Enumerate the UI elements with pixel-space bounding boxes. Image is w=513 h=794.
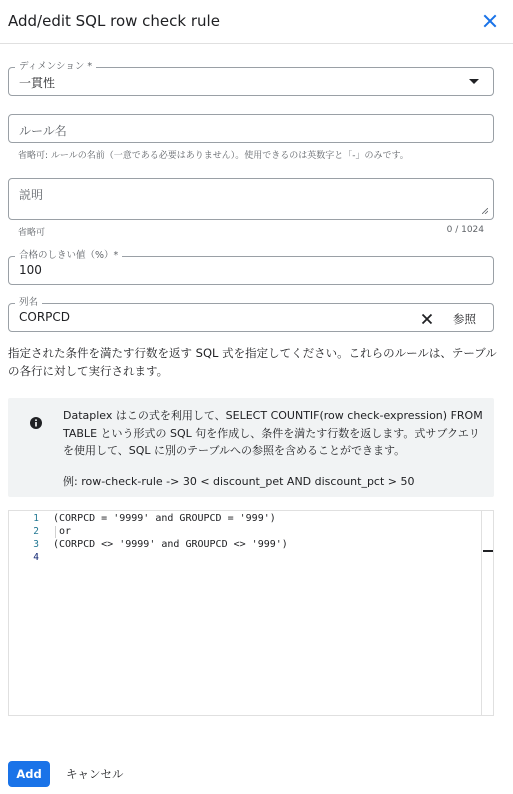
rule-name-input[interactable] <box>8 114 494 143</box>
scrollbar-cursor-marker <box>483 550 493 552</box>
threshold-label: 合格のしきい値（%）* <box>15 250 122 262</box>
close-icon[interactable] <box>480 11 500 31</box>
dialog-header <box>0 0 513 44</box>
column-value: CORPCD <box>19 310 71 324</box>
description-hint: 省略可 <box>18 228 46 238</box>
dimension-select[interactable] <box>8 61 494 96</box>
rule-name-hint: 省略可: ルールの名前（一意である必要はありません）。使用できるのは英数字と「-」のみです。 <box>18 151 409 161</box>
dialog-title: Add/edit SQL row check rule <box>8 12 220 30</box>
sql-description-text: 指定された条件を満たす行数を返す SQL 式を指定してください。これらのルールは、テーブルの各行に対して実行されます。 <box>8 346 497 378</box>
dropdown-arrow-icon <box>469 79 479 84</box>
description-counter: 0 / 1024 <box>446 225 484 235</box>
info-text: Dataplex はこの式を利用して、SELECT COUNTIF(row check-expression) FROM TABLE という形式の SQL 句を作成し、条件を満たす行数を返します。式サブクエリを使用して、SQL に別のテーブルへの参照を含めることができます。 <box>63 409 483 457</box>
line-number: 4 <box>33 552 39 563</box>
sql-editor[interactable] <box>8 510 494 716</box>
cancel-button[interactable]: キャンセル <box>66 767 124 781</box>
line-number: 3 <box>33 539 39 550</box>
info-example: 例: row-check-rule -> 30 < discount_pet AND discount_pct > 50 <box>63 475 415 488</box>
threshold-value: 100 <box>19 263 42 277</box>
info-icon <box>29 415 43 429</box>
clear-icon[interactable] <box>419 311 435 327</box>
add-button[interactable]: Add <box>8 761 50 787</box>
threshold-input[interactable] <box>8 250 494 285</box>
code-line: or <box>53 526 72 537</box>
column-label: 列名 <box>15 297 42 309</box>
resize-handle-icon[interactable] <box>482 208 488 214</box>
code-line: (CORPCD <> '9999' and GROUPCD <> '999') <box>53 539 288 550</box>
info-box <box>8 398 494 497</box>
dimension-value: 一貫性 <box>19 76 56 90</box>
rule-name-placeholder: ルール名 <box>19 124 67 138</box>
browse-button[interactable]: 参照 <box>453 312 476 326</box>
line-number: 2 <box>33 526 39 537</box>
description-textarea[interactable] <box>8 178 494 220</box>
line-number: 1 <box>33 513 39 524</box>
code-line: (CORPCD = '9999' and GROUPCD = '999') <box>53 513 276 524</box>
description-placeholder: 説明 <box>19 188 44 202</box>
editor-scrollbar[interactable] <box>481 511 482 715</box>
dimension-label: ディメンション * <box>15 61 96 73</box>
column-input[interactable] <box>8 297 494 332</box>
